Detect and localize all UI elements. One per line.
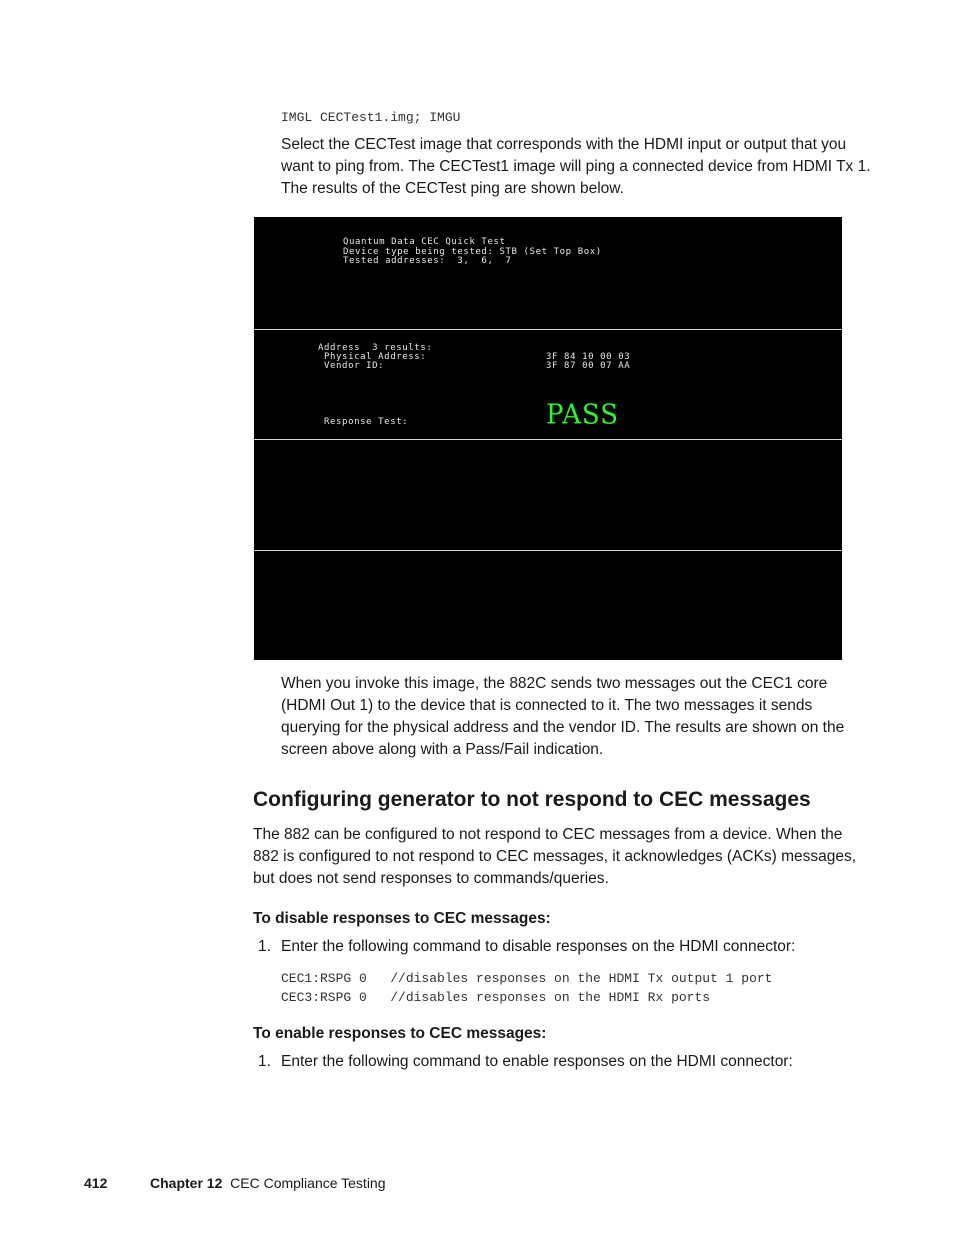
screen-physical-value: 3F 84 10 00 03 [546,352,631,362]
step-text: Enter the following command to enable responses on the HDMI connector: [281,1053,793,1070]
code-disable-rx: CEC3:RSPG 0 //disables responses on the HDMI Rx ports [281,990,711,1005]
enable-heading: To enable responses to CEC messages: [253,1025,547,1042]
screen-vendor-label: Vendor ID: [324,361,385,371]
screen-physical-label: Physical Address: [324,352,427,362]
code-imgl: IMGL CECTest1.img; IMGU [281,110,461,125]
disable-heading: To disable responses to CEC messages: [253,910,551,927]
code-disable-tx: CEC1:RSPG 0 //disables responses on the HDMI Tx output 1 port [281,971,773,986]
screen-pass-indicator: PASS [546,399,620,431]
screen-device-type: Device type being tested: STB (Set Top Box) [343,247,602,257]
section-heading: Configuring generator to not respond to CEC messages [253,788,811,811]
screen-pane-3 [254,440,842,550]
step-number: 1. [258,938,271,955]
screen-address-header: Address 3 results: [318,343,433,353]
enable-step [258,1051,793,1073]
screen-vendor-value: 3F 87 00 07 AA [546,361,631,371]
chapter-footer [150,1174,386,1192]
screen-pane-4 [254,551,842,660]
cec-test-screenshot [254,217,842,660]
disable-step [258,936,795,958]
intro-paragraph: Select the CECTest image that corresponds with the HDMI input or output that you want to ping from. The CECTest1 image will ping a connected device from HDMI Tx 1. The results of the CECTest ping are shown below. [281,136,871,197]
section-paragraph: The 882 can be configured to not respond to CEC messages from a device. When the 882 is configured to not respond to CEC messages, it acknowledges (ACKs) messages, but does not send responses to commands/queries. [253,826,857,887]
page-number: 412 [84,1175,108,1191]
chapter-title: CEC Compliance Testing [230,1175,386,1191]
screen-title: Quantum Data CEC Quick Test [343,237,506,247]
screen-response-label: Response Test: [324,417,409,427]
step-text: Enter the following command to disable responses on the HDMI connector: [281,938,796,955]
chapter-label: Chapter 12 [150,1175,223,1191]
screen-tested-addresses: Tested addresses: 3, 6, 7 [343,256,512,266]
after-paragraph: When you invoke this image, the 882C sends two messages out the CEC1 core (HDMI Out 1) to the device that is connected to it. The two messages it sends querying for the physical address and the vendor ID. The results are shown on the screen above along with a Pass/Fail indication. [281,675,845,758]
screen-pane-1 [254,217,842,327]
step-number: 1. [258,1053,271,1070]
